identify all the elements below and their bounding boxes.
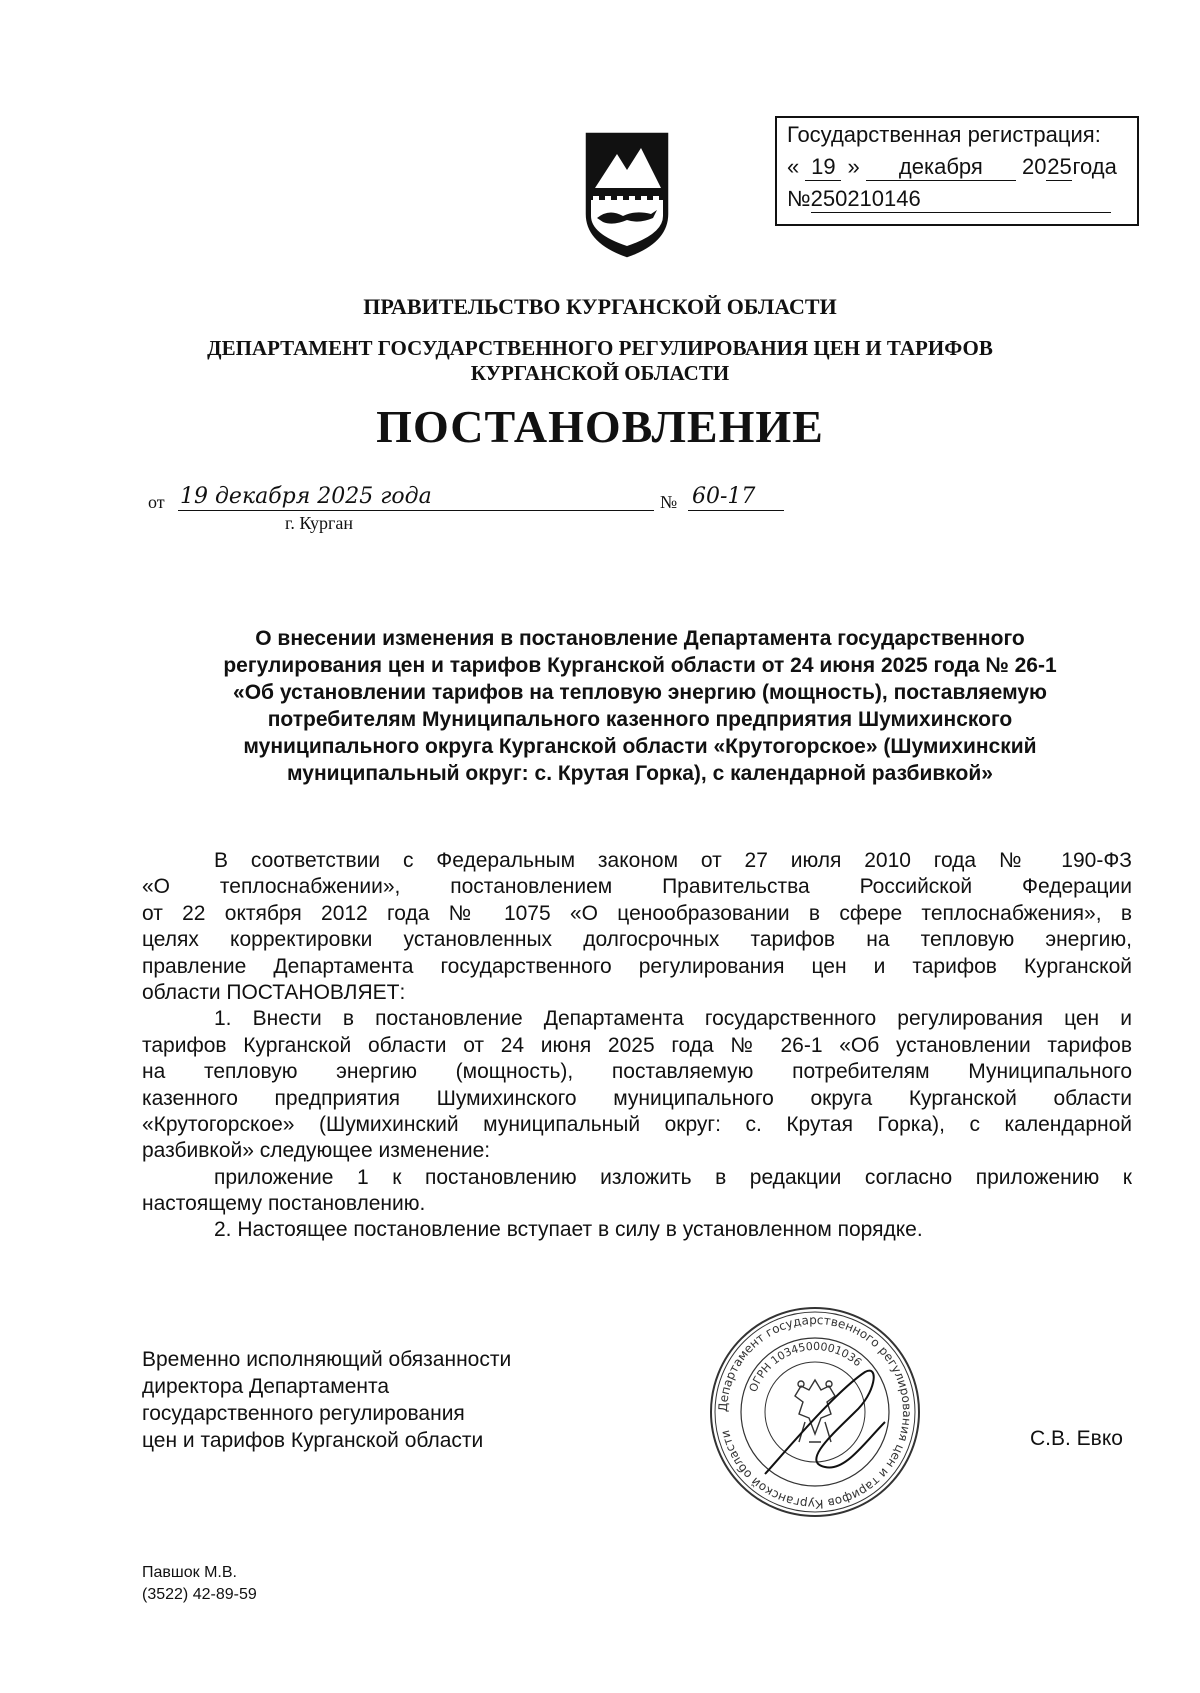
subject-line: регулирования цен и тарифов Курганской области от 24 июня 2025 года № 26-1: [223, 654, 1057, 677]
registration-box: [775, 116, 1139, 226]
item1-line: разбивкой» следующее изменение:: [142, 1139, 491, 1163]
subject-line: О внесении изменения в постановление Департамента государственного: [255, 627, 1025, 650]
official-seal-stamp: [705, 1302, 925, 1522]
registration-day-open: «: [787, 154, 800, 179]
item1-line: казенного предприятия Шумихинского муниципального округа Курганской области: [142, 1086, 1132, 1110]
stamp-ring-text: Департамент государственного регулирования цен и тарифов Курганской области: [715, 1312, 915, 1512]
coat-of-arms-emblem: [583, 130, 671, 260]
registration-year-suffix: 25: [1047, 154, 1072, 179]
item1-line: на тепловую энергию (мощность), поставляемую потребителям Муниципального: [142, 1060, 1132, 1084]
registration-year-prefix: 20: [1022, 154, 1047, 179]
preamble-line: «О теплоснабжении», постановлением Правительства Российской Федерации: [142, 875, 1132, 899]
item2-line: 2. Настоящее постановление вступает в силу в установленном порядке.: [214, 1218, 923, 1242]
position-line: государственного регулирования: [142, 1402, 465, 1425]
date-from-label: от: [148, 492, 165, 512]
government-heading: ПРАВИТЕЛЬСТВО КУРГАНСКОЙ ОБЛАСТИ: [363, 294, 837, 319]
position-line: директора Департамента: [142, 1375, 390, 1398]
document-type-title: ПОСТАНОВЛЕНИЕ: [376, 401, 824, 452]
registration-month: декабря: [866, 154, 1016, 181]
registration-day: 19: [805, 154, 841, 181]
document-body: [142, 848, 1132, 1244]
executor-name: Павшок М.В.: [142, 1564, 237, 1581]
item1-change-line: приложение 1 к постановлению изложить в редакции согласно приложению к: [214, 1165, 1132, 1189]
preamble-line: правление Департамента государственного регулирования цен и тарифов Курганской: [142, 954, 1132, 978]
handwritten-date: 19 декабря 2025 года: [178, 484, 654, 511]
department-heading-line1: ДЕПАРТАМЕНТ ГОСУДАРСТВЕННОГО РЕГУЛИРОВАНИЯ ЦЕН И ТАРИФОВ: [207, 336, 993, 360]
subject-line: потребителям Муниципального казенного предприятия Шумихинского: [267, 708, 1013, 731]
stamp-ogrn-label: ОГРН: [746, 1360, 775, 1394]
preamble-line: от 22 октября 2012 года № 1075 «О ценообразовании в сфере теплоснабжения», в: [142, 901, 1132, 925]
subject-line: «Об установлении тарифов на тепловую энергию (мощность), поставляемую: [233, 681, 1047, 704]
registration-title: Государственная регистрация:: [787, 122, 1101, 147]
item1-line: тарифов Курганской области от 24 июня 2025 года № 26-1 «Об установлении тарифов: [142, 1033, 1132, 1057]
registration-number: 250210146: [811, 186, 1111, 213]
item1-change-line: настоящему постановлению.: [142, 1192, 426, 1216]
item1-line: 1. Внести в постановление Департамента государственного регулирования цен и: [214, 1007, 1132, 1031]
registration-number-label: №: [787, 186, 811, 211]
preamble-line: целях корректировки установленных долгосрочных тарифов на тепловую энергию,: [142, 928, 1132, 952]
registration-date-line: [787, 154, 1117, 181]
position-line: цен и тарифов Курганской области: [142, 1429, 484, 1452]
document-subject: [150, 625, 1130, 787]
executor-phone: (3522) 42-89-59: [142, 1586, 257, 1603]
registration-number-line: [787, 186, 1111, 213]
executor-info: [142, 1562, 257, 1606]
signatory-name: С.В. Евко: [1030, 1427, 1123, 1450]
city-label: г. Курган: [285, 513, 354, 533]
preamble-line: В соответствии с Федеральным законом от 27 июля 2010 года № 190-ФЗ: [214, 849, 1132, 872]
handwritten-document-number: 60-17: [688, 484, 784, 511]
preamble-line: области ПОСТАНОВЛЯЕТ:: [142, 980, 406, 1004]
stamp-ogrn-number: 1034500001036: [768, 1339, 865, 1370]
registration-day-close: »: [847, 154, 860, 179]
subject-line: муниципального округа Курганской области «Крутогорское» (Шумихинский: [243, 735, 1037, 758]
department-heading-line2: КУРГАНСКОЙ ОБЛАСТИ: [470, 361, 730, 385]
position-line: Временно исполняющий обязанности: [142, 1348, 512, 1371]
subject-line: муниципальный округ: с. Крутая Горка), с календарной разбивкой»: [287, 762, 993, 785]
item1-line: «Крутогорское» (Шумихинский муниципальный округ: с. Крутая Горка), с календарной: [142, 1112, 1132, 1136]
signatory-position: [142, 1346, 511, 1454]
document-number-label: №: [660, 492, 678, 512]
registration-year-word: года: [1072, 154, 1117, 179]
